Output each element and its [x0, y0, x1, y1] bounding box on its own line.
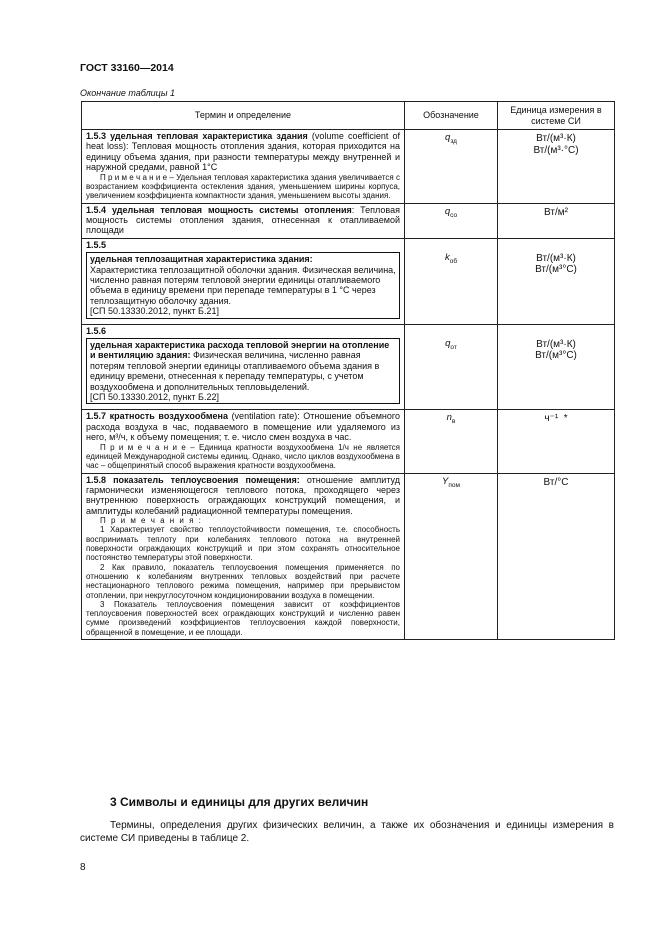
symbol-subscript: со [450, 211, 458, 219]
table-header-row [82, 102, 615, 130]
unit-value: Вт/(м³·К) [536, 252, 576, 264]
section-title: 3 Символы и единицы для других величин [110, 795, 369, 809]
unit-value-alt: Вт/(м³°С) [535, 264, 577, 276]
symbol-cell [405, 203, 498, 238]
term-reference: [СП 50.13330.2012, пункт Б.22] [90, 392, 219, 403]
column-header-symbol: Обозначение [405, 102, 498, 130]
note-3: 3 Показатель теплоусвоения помещения зависит от коэффициентов теплоусвоения поверхностей всех ограждающих конструкций и численно равен сумме произведений коэффициентов теплоусвоения каждой поверхности, обращенной в помещение, и ее площади. [86, 599, 400, 637]
term-title: удельная теплозащитная характеристика здания: [90, 254, 313, 265]
symbol-cell [405, 238, 498, 324]
notes-title: П р и м е ч а н и я : [100, 516, 203, 526]
symbol: q [444, 205, 451, 217]
unit-value: Вт/(м³·К) [536, 133, 576, 144]
unit-value: Вт/(м³·К) [536, 338, 576, 350]
term-cell [82, 203, 405, 238]
table-row [82, 410, 615, 473]
term-cell [82, 324, 405, 410]
term-definition: Физическая величина, численно равная потерям тепловой энергии единицы отапливаемого объема здания в единицу времени, отнесенная к перепаду температуры, с учетом воздухообмена и дополнительных тепловыделений. [90, 350, 380, 392]
table-row [82, 238, 615, 324]
table-row [82, 473, 615, 639]
symbol-cell [405, 130, 498, 204]
term-number: 1.5.6 [86, 325, 107, 336]
term-definition: Характеристика теплозащитной оболочки здания. Физическая величина, численно равная потерям тепловой энергии единицы отапливаемого объема в единицу времени при перепаде температуры в 1 °С через теплозащитную оболочку здания. [90, 264, 396, 306]
unit-cell [498, 238, 615, 324]
unit-value-alt: Вт/(м³°С) [535, 350, 577, 362]
term-reference: [СП 50.13330.2012, пункт Б.21] [90, 306, 219, 317]
quoted-definition-box [86, 338, 400, 404]
term-cell [82, 130, 405, 204]
unit-cell [498, 410, 615, 473]
unit-value: Вт/°С [543, 476, 569, 488]
symbol-subscript: зд [450, 137, 457, 145]
note-1: 1 Характеризует свойство теплоустойчивости помещения, т.е. способность воспринимать теплоту при колебаниях теплового потока на внутренней поверхности ограждающих конструкций и при этом сохранять относительное постоянство температуры этой поверхности. [86, 525, 400, 563]
unit-cell [498, 130, 615, 204]
term-title: удельная тепловая характеристика здания [110, 131, 308, 141]
term-note: П р и м е ч а н и е – Удельная тепловая характеристика здания увеличивается с возрастанием коэффициента остекления здания, уменьшением ширины корпуса, увеличением коэффициента компактности здания, уменьшением высоты здания. [86, 172, 400, 201]
column-header-term: Термин и определение [82, 102, 405, 130]
symbol-subscript: от [450, 343, 457, 351]
symbol: Y [442, 475, 449, 487]
symbol-subscript: об [449, 257, 458, 265]
table-caption: Окончание таблицы 1 [80, 88, 175, 98]
unit-cell [498, 203, 615, 238]
term-definition: : Тепловая мощность системы отопления здания, отнесенная к отапливаемой площади [86, 204, 400, 236]
table-row [82, 130, 615, 204]
unit-value-alt: Вт/(м³·°С) [533, 144, 579, 156]
quoted-definition-box [86, 252, 400, 318]
column-header-unit: Единица измерения в системе СИ [498, 102, 615, 130]
unit-value: ч⁻¹ * [544, 413, 568, 425]
page-number: 8 [80, 862, 86, 873]
term-number: 1.5.7 [86, 411, 107, 422]
symbol-cell [405, 410, 498, 473]
table-row [82, 203, 615, 238]
term-definition: отношение амплитуд гармонически изменяющегося теплового потока, проходящего через внутреннюю поверхность ограждающих конструкций помещения, и амплитуды колебаний радиационной температуры помещения. [86, 474, 400, 516]
note-2: 2 Как правило, показатель теплоусвоения помещения применяется по отношению к колебаниям внутренних тепловых воздействий при расчете нестационарного теплового режима помещения, например при прерывистом отоплении, при некруглосуточном кондиционировании воздуха в помещении. [86, 562, 400, 600]
symbol-subscript: в [451, 418, 456, 426]
symbol: k [444, 251, 450, 263]
symbol-cell [405, 473, 498, 639]
term-title: удельная характеристика расхода тепловой энергии на отопление и вентиляцию здания: [90, 339, 390, 361]
unit-cell [498, 473, 615, 639]
symbol: q [445, 337, 451, 349]
term-cell [82, 410, 405, 473]
term-number: 1.5.4 [86, 204, 107, 215]
term-number: 1.5.3 [86, 131, 107, 141]
table-row [82, 324, 615, 410]
unit-cell [498, 324, 615, 410]
symbol-cell [405, 324, 498, 410]
symbol: n [446, 412, 452, 424]
symbol-subscript: пом [448, 481, 460, 489]
unit-value: Вт/м² [544, 206, 568, 218]
term-title: показатель теплоусвоения помещения: [113, 474, 300, 485]
term-title: удельная тепловая мощность системы отопления [111, 204, 352, 215]
terms-table [81, 101, 615, 640]
term-cell [82, 238, 405, 324]
document-code: ГОСТ 33160—2014 [80, 62, 174, 74]
section-paragraph: Термины, определения других физических величин, а также их обозначения и единицы измерения в системе СИ приведены в таблице 2. [80, 820, 614, 844]
term-number: 1.5.5 [86, 239, 107, 250]
term-title: кратность воздухообмена [109, 411, 228, 422]
term-definition: (volume coefficient of heat loss): Тепловая мощность отопления здания, которая приходится на единицу объема здания, при разности температуры между внутренней и наружной средами, равной 1°С [86, 131, 400, 173]
term-number: 1.5.8 [86, 474, 107, 485]
term-cell [82, 473, 405, 639]
symbol: q [445, 132, 451, 143]
term-definition: (ventilation rate): Отношение объемного расхода воздуха в час, подаваемого в помещение или удаляемого из него, м³/ч, к объему помещения; т. е. число смен воздуха в час. [86, 411, 400, 443]
term-note: П р и м е ч а н и е – Единица кратности воздухообмена 1/ч не является единицей Международной системы единиц. Однако, число циклов воздухообмена в час – общепринятый способ выражения кратности воздухообмена. [86, 442, 400, 471]
